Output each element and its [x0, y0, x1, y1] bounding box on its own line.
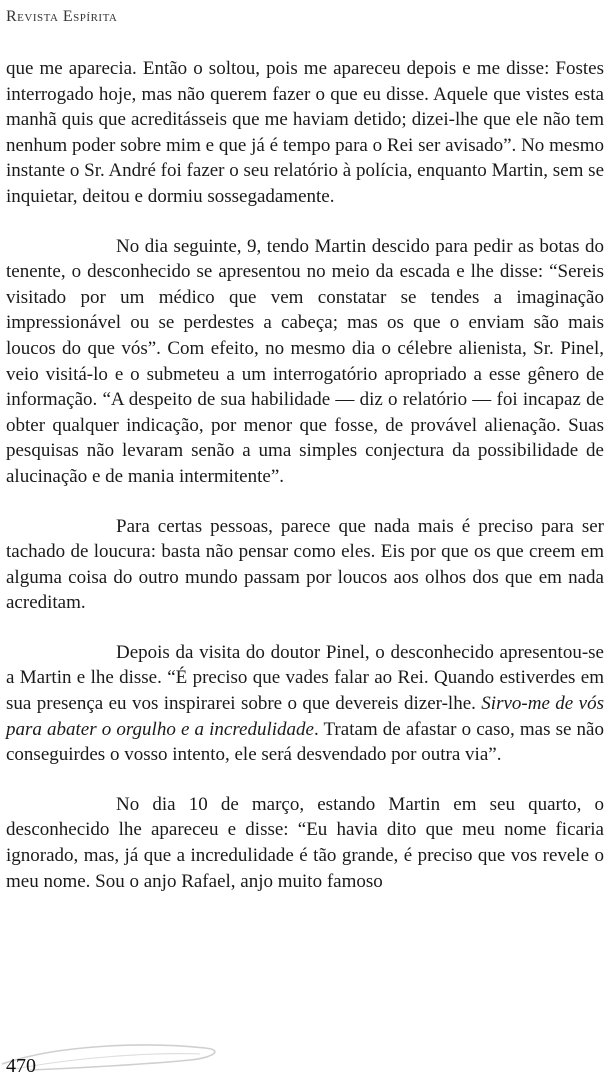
paragraph-text: que me aparecia. Então o soltou, pois me apareceu depois e me disse: Fostes interrogado hoje, mas não querem fazer o que eu disse. Aquele que vistes esta manhã quis que acreditásseis que me haviam detido; dizei-lhe que ele não tem nenhum poder sobre mim e que já é tempo para o Rei ser avisado”. No mesmo instante o Sr. André foi fazer o seu relatório à polícia, enquanto Martin, sem se inquietar, deitou e dormiu sossegadamente.	[6, 58, 604, 207]
paragraph	[6, 234, 604, 490]
italic-quote: Sirvo-me de vós para abater o orgulho e a incredulidade	[6, 693, 604, 740]
paragraph-text: No dia 10 de março, estando Martin em seu quarto, o desconhecido lhe apareceu e disse: “Eu havia dito que meu nome ficaria ignorado, mas, já que a incredulidade é tão grande, é preciso que vos revele o meu nome. Sou o anjo Rafael, anjo muito famoso	[6, 793, 604, 892]
footer-swoosh-ornament	[0, 1034, 260, 1074]
paragraph	[6, 514, 604, 616]
running-header: Revista Espírita	[6, 8, 118, 25]
paragraph	[6, 56, 604, 210]
paragraph-text: . Tratam de afastar o caso, mas se não conseguirdes o vosso intento, ele será desvendado por outra via”.	[6, 718, 604, 766]
page-body	[6, 56, 604, 894]
paragraph-text: Depois da visita do doutor Pinel, o desconhecido apresentou-se a Martin e lhe disse. “É preciso que vades falar ao Rei. Quando estiverdes em sua presença eu vos inspirarei sobre o que devereis dizer-lhe.	[6, 641, 604, 715]
paragraph-text: No dia seguinte, 9, tendo Martin descido para pedir as botas do tenente, o desconhecido se apresentou no meio da escada e lhe disse: “Sereis visitado por um médico que vem constatar se tendes a imaginação impressionável ou se perdestes a cabeça; mas os que o enviam são mais loucos do que vós”. Com efeito, no mesmo dia o célebre alienista, Sr. Pinel, veio visitá-lo e o submeteu a um interrogatório apropriado a esse gênero de informação. “A despeito de sua habilidade — diz o relatório — foi incapaz de obter qualquer indicação, por menor que fosse, de provável alienação. Suas pesquisas não levaram senão a uma simples conjectura da possibilidade de alucinação e de mania intermitente”.	[6, 235, 604, 487]
paragraph-text: Para certas pessoas, parece que nada mais é preciso para ser tachado de loucura: basta não pensar como eles. Eis por que os que creem em alguma coisa do outro mundo passam por loucos aos olhos dos que em nada acreditam.	[6, 515, 604, 614]
paragraph	[6, 640, 604, 768]
page-number: 470	[6, 1055, 36, 1077]
paragraph	[6, 792, 604, 894]
